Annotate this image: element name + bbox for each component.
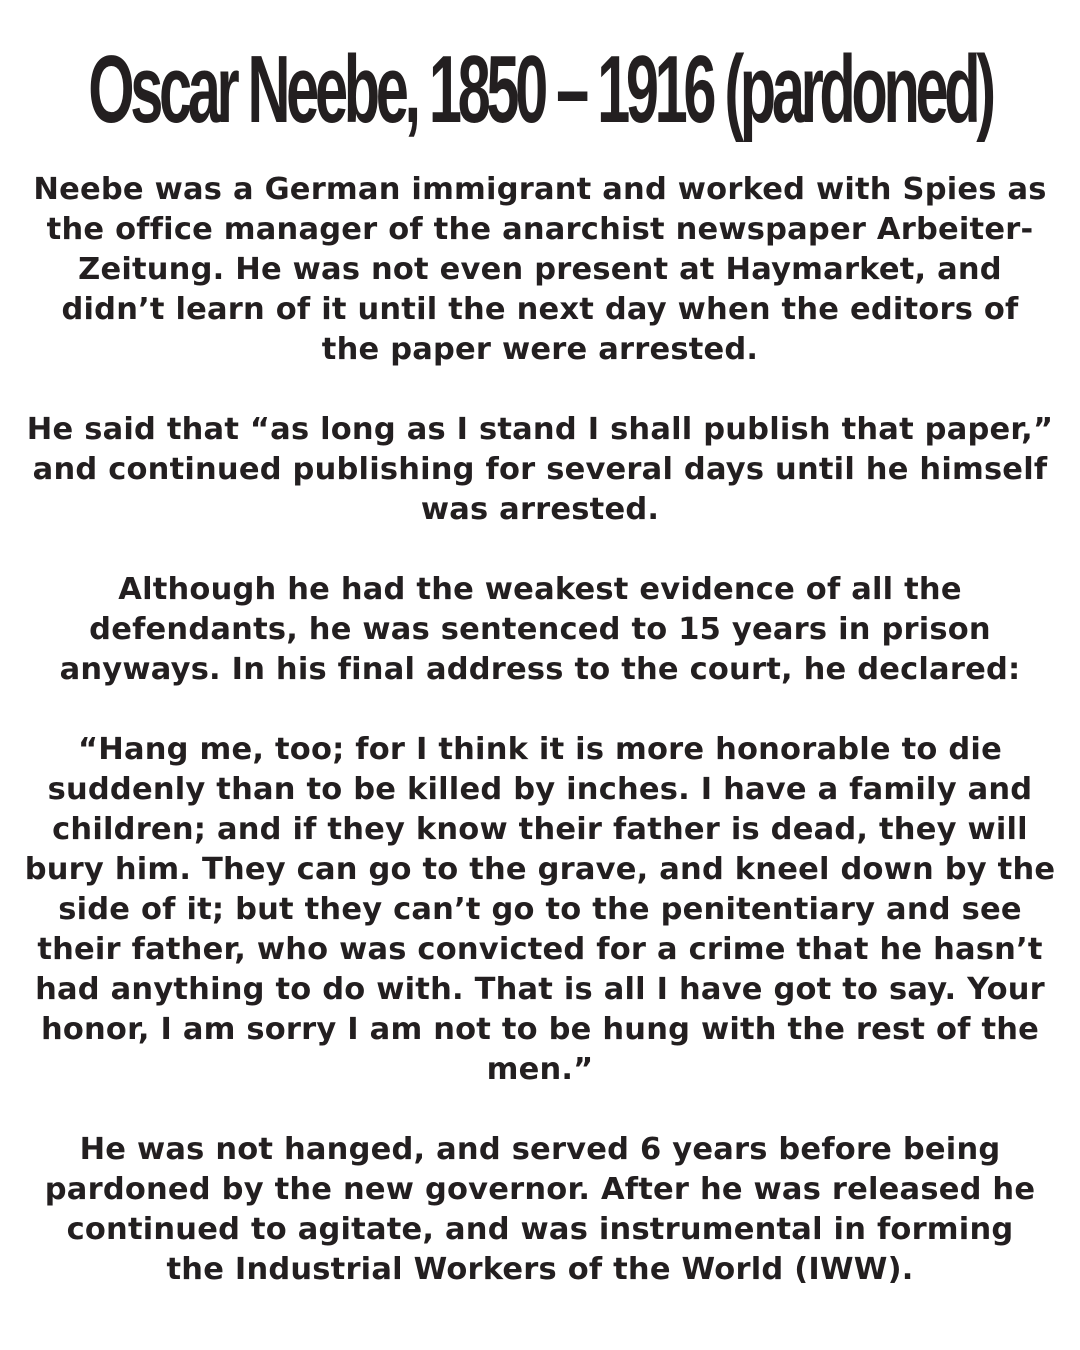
- paragraph-pardon: He was not hanged, and served 6 years before being pardoned by the new governor. After he was released he continued to agitate, and was instrumental in forming the Industrial Workers of the World (IWW).: [44, 1132, 1036, 1287]
- page-title: Oscar Neebe, 1850 – 1916 (pardoned): [88, 36, 992, 143]
- paragraph-quote: “Hang me, too; for I think it is more honorable to die suddenly than to be killed by inches. I have a family and children; and if they know their father is dead, they will bury him. They can go to the grave, and kneel down by the side of it; but they can’t go to the penitentiary and see their father, who was convicted for a crime that he hasn’t had anything to do with. That is all I have got to say. Your honor, I am sorry I am not to be hung with the rest of the men.”: [24, 732, 1056, 1087]
- paragraph-publishing: He said that “as long as I stand I shall publish that paper,” and continued publishing for several days until he himself was arrested.: [26, 412, 1054, 527]
- body-text: [24, 170, 1056, 1290]
- paragraph-sentence: Although he had the weakest evidence of all the defendants, he was sentenced to 15 years in prison anyways. In his final address to the court, he declared:: [59, 572, 1021, 687]
- paragraph-intro: Neebe was a German immigrant and worked with Spies as the office manager of the anarchist newspaper Arbeiter-Zeitung. He was not even present at Haymarket, and didn’t learn of it until the next day when the editors of the paper were arrested.: [33, 172, 1047, 367]
